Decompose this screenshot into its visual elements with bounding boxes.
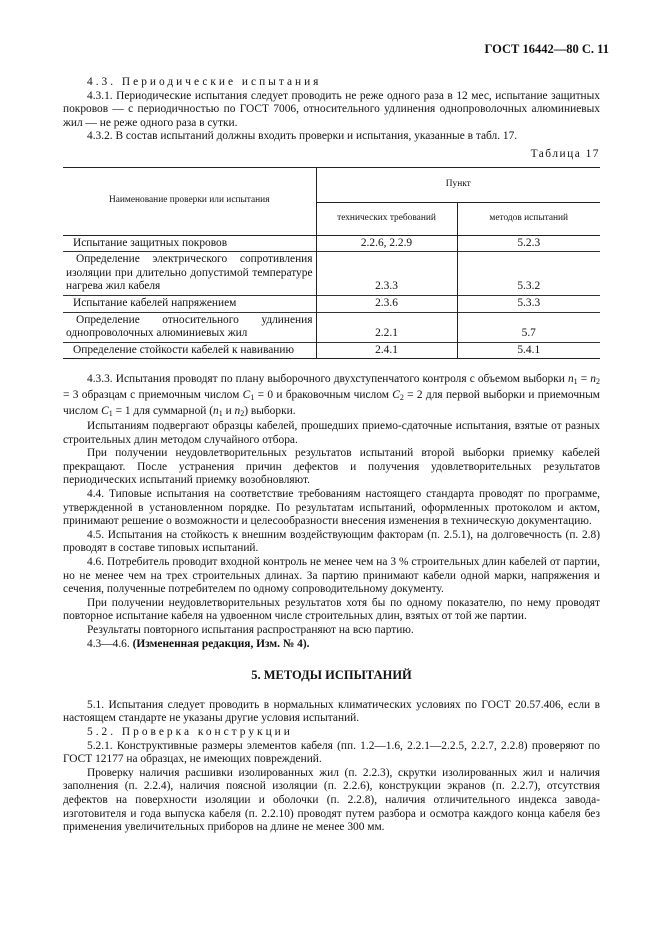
row-methods: 5.3.2 bbox=[457, 252, 600, 296]
paragraph-unsatisfactory: При получении неудовлетворительных результатов испытаний второй выборки приемку кабелей прекращают. После устранения причин дефектов и получения удовлетворительных результатов периодических испытаний приемку возобновляют. bbox=[63, 447, 600, 487]
page-header: ГОСТ 16442—80 С. 11 bbox=[484, 42, 609, 56]
section-4-3-title: 4.3. Периодические испытания bbox=[87, 76, 322, 88]
header-punkt: Пункт bbox=[316, 167, 600, 202]
row-tech: 2.4.1 bbox=[316, 342, 457, 359]
table-row bbox=[63, 252, 600, 296]
row-tech: 2.2.1 bbox=[316, 312, 457, 342]
paragraph-results: Результаты повторного испытания распространяют на всю партию. bbox=[87, 624, 414, 636]
row-tech: 2.3.3 bbox=[316, 252, 457, 296]
row-name: Определение электрического сопротивления изоляции при длительно допустимой температуре нагрева жил кабеля bbox=[63, 252, 316, 296]
row-name: Определение стойкости кабелей к навиванию bbox=[63, 342, 316, 359]
paragraph-4-6: 4.6. Потребитель проводит входной контроль не менее чем на 3 % строительных длин кабелей от партии, но не менее чем на трех строительных длинах. За партию принимают кабели одной марки, напряжения и сечения, полученные потребителем по одному сопроводительному документу. bbox=[63, 556, 600, 596]
row-tech: 2.2.6, 2.2.9 bbox=[316, 235, 457, 252]
paragraph-5-2-1: 5.2.1. Конструктивные размеры элементов кабеля (пп. 1.2—1.6, 2.2.1—2.2.5, 2.2.7, 2.2.8) проверяют по ГОСТ 12177 на образцах, не имеющих повреждений. bbox=[63, 739, 600, 766]
paragraph-samples: Испытаниям подвергают образцы кабелей, прошедших приемо-сдаточные испытания, взятые от разных строительных длин методом случайного отбора. bbox=[63, 420, 600, 446]
section-5-2-title: 5.2. Проверка конструкции bbox=[87, 725, 293, 738]
paragraph-change-note: 4.3—4.6. (Измененная редакция, Изм. № 4). bbox=[87, 637, 310, 650]
table-row bbox=[63, 235, 600, 252]
header-tech: технических требований bbox=[316, 202, 457, 235]
paragraph-4-4: 4.4. Типовые испытания на соответствие требованиям настоящего стандарта проводят по программе, утвержденной в установленном порядке. По результатам испытаний, оформленных протоколом и актом, принимают решение о возможности и целесообразности внесения изменения в техническую документацию. bbox=[63, 488, 600, 528]
table-caption: Таблица 17 bbox=[530, 147, 600, 160]
table-row bbox=[63, 295, 600, 312]
row-methods: 5.3.3 bbox=[457, 295, 600, 312]
paragraph-5-1: 5.1. Испытания следует проводить в нормальных климатических условиях по ГОСТ 20.57.406, если в настоящем стандарте не указаны другие условия испытаний. bbox=[63, 698, 600, 725]
row-methods: 5.2.3 bbox=[517, 236, 541, 249]
row-methods: 5.4.1 bbox=[457, 342, 600, 359]
table-row bbox=[63, 312, 600, 342]
paragraph-4-3-2: 4.3.2. В состав испытаний должны входить проверки и испытания, указанные в табл. 17. bbox=[87, 130, 518, 143]
paragraph-repeat-test: При получении неудовлетворительных результатов хотя бы по одному показателю, по нему проводят повторное испытание кабеля на удвоенном числе строительных длин, взятых от той же партии. bbox=[63, 596, 600, 623]
table-row bbox=[63, 342, 600, 359]
paragraph-check: Проверку наличия расшивки изолированных жил (п. 2.2.3), скрутки изолированных жил и наличия заполнения (п. 2.2.4), наличия поясной изоляции (п. 2.2.6), конструкции экранов (п. 2.2.7), отсутствия дефектов на поверхности изоляции и оболочки (п. 2.2.8), наличия отличительного индекса завода-изготовителя и года выпуска кабеля (п. 2.2.10) проводят путем разбора и осмотра каждого конца кабеля без применения увеличительных приборов на длине не менее 300 мм. bbox=[63, 766, 600, 834]
table-17 bbox=[63, 167, 600, 360]
paragraph-4-3-3: 4.3.3. Испытания проводят по плану выборочного двухступенчатого контроля с объемом выборки $n_1 = n_2 = 3$ образцам с приемочным числом $C_1 = 0$ и браковочным числом $C_2 = 2$ для первой выборки и приемочным числом $C_1 = 1$ для суммарной ($n_1$ и $n_2$) выборки. bbox=[63, 373, 601, 418]
document-body bbox=[63, 76, 600, 835]
row-name: Испытание защитных покровов bbox=[63, 235, 316, 252]
row-name: Определение относительного удлинения однопроволочных алюминиевых жил bbox=[63, 312, 316, 342]
section-5-title: 5. МЕТОДЫ ИСПЫТАНИЙ bbox=[251, 668, 412, 683]
paragraph-4-3-1: 4.3.1. Периодические испытания следует проводить не реже одного раза в 12 мес, испытание защитных покровов — с периодичностью по ГОСТ 7006, относительного удлинения однопроволочных алюминиевых жил — не реже одного раза в сутки. bbox=[63, 89, 600, 129]
row-name: Испытание кабелей напряжением bbox=[63, 295, 316, 312]
header-methods: методов испытаний bbox=[457, 202, 600, 235]
paragraph-4-5: 4.5. Испытания на стойкость к внешним воздействующим факторам (п. 2.5.1), на долговечность (п. 2.8) проводят в составе типовых испытаний. bbox=[63, 528, 600, 555]
header-name: Наименование проверки или испытания bbox=[63, 167, 316, 235]
row-methods: 5.7 bbox=[457, 312, 600, 342]
row-tech: 2.3.6 bbox=[316, 295, 457, 312]
